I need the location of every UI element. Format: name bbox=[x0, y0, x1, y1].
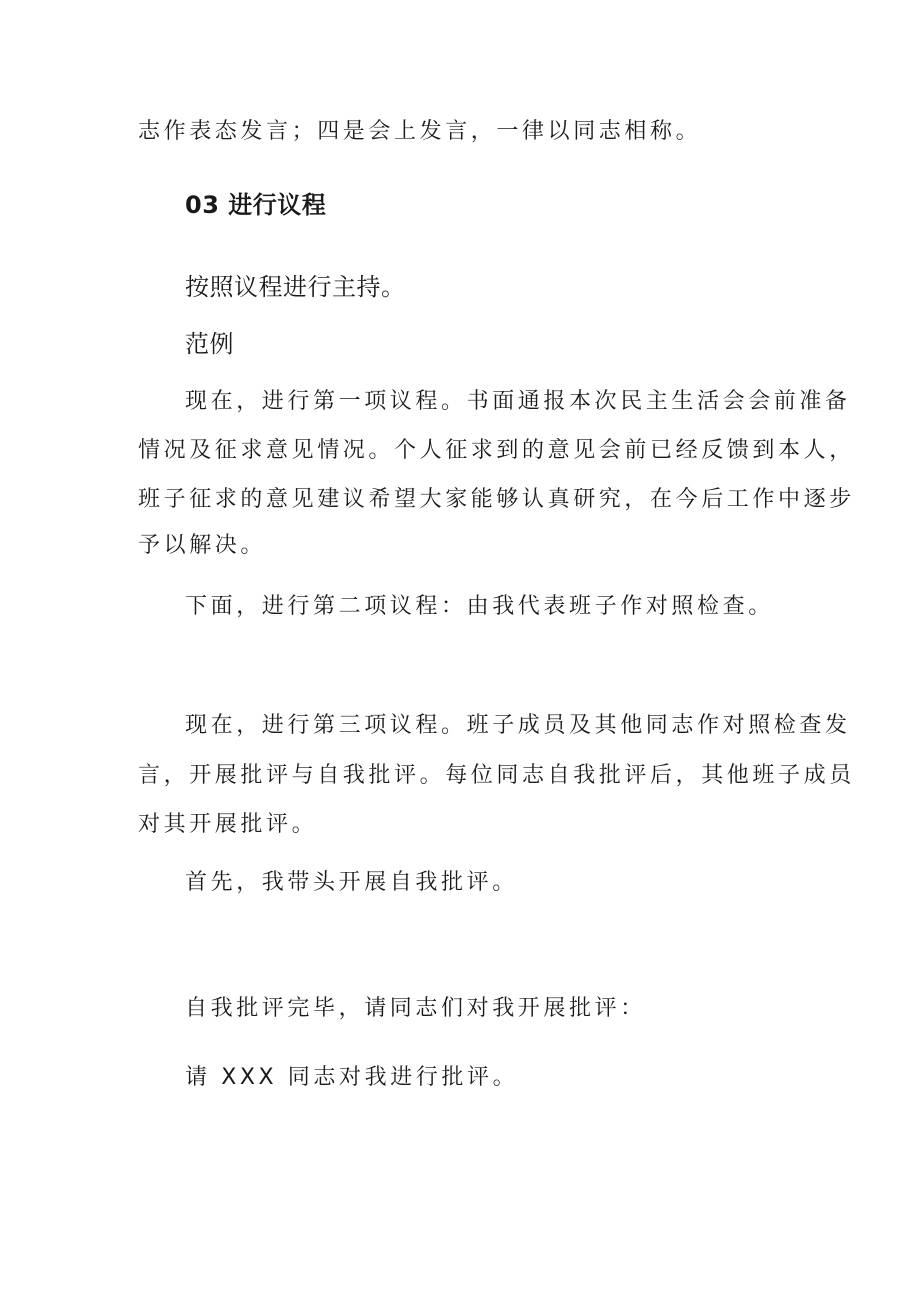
instruction-text: 按照议程进行主持。 bbox=[185, 273, 406, 301]
paragraph-3-line-3: 对其开展批评。 bbox=[138, 812, 318, 837]
example-label: 范例 bbox=[185, 330, 234, 358]
paragraph-3-line-1: 现在，进行第三项议程。班子成员及其他同志作对照检查发 bbox=[185, 713, 851, 738]
paragraph-1-line-3: 班子征求的意见建议希望大家能够认真研究，在今后工作中逐步 bbox=[138, 487, 855, 512]
paragraph-5: 自我批评完毕，请同志们对我开展批评： bbox=[185, 996, 646, 1021]
intro-line: 志作表态发言；四是会上发言，一律以同志相称。 bbox=[138, 119, 702, 144]
paragraph-6: 请 XXX 同志对我进行批评。 bbox=[185, 1065, 519, 1090]
paragraph-1-line-2: 情况及征求意见情况。个人征求到的意见会前已经反馈到本人， bbox=[138, 438, 855, 463]
paragraph-3-line-2: 言，开展批评与自我批评。每位同志自我批评后，其他班子成员 bbox=[138, 763, 855, 788]
paragraph-2: 下面，进行第二项议程：由我代表班子作对照检查。 bbox=[185, 594, 774, 619]
paragraph-1-line-1: 现在，进行第一项议程。书面通报本次民主生活会会前准备 bbox=[185, 389, 851, 414]
paragraph-1-line-4: 予以解决。 bbox=[138, 533, 267, 558]
section-heading: 03 进行议程 bbox=[185, 191, 327, 219]
paragraph-4: 首先，我带头开展自我批评。 bbox=[185, 870, 518, 895]
